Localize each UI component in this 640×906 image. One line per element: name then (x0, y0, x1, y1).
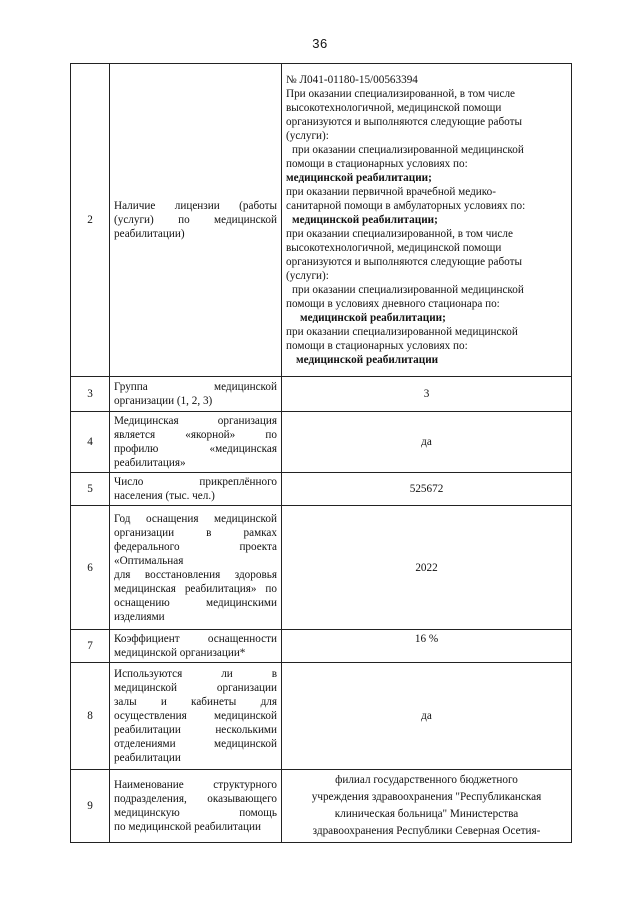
row-label-line: федерального проекта (114, 540, 277, 553)
row-label-line: (услуги) по медицинской (114, 214, 277, 226)
row-label-line: реабилитации несколькими (114, 724, 277, 736)
row-label-line: Группа медицинской (114, 381, 277, 393)
row-number: 7 (71, 630, 110, 663)
license-line: при оказании специализированной, в том числе (286, 228, 513, 240)
row-value: да (282, 412, 572, 473)
license-line: организуются и выполняются следующие работы (286, 116, 522, 128)
table-row (71, 412, 572, 473)
license-line: медицинской реабилитации; (300, 312, 446, 324)
row-value: 3 (282, 377, 572, 412)
license-line: медицинской реабилитации (296, 354, 439, 366)
row-label (110, 473, 282, 506)
row-label-line: Число прикреплённого (114, 476, 277, 488)
row-number: 3 (71, 377, 110, 412)
row-label (110, 412, 282, 473)
table-row (71, 473, 572, 506)
row-label-line: Год оснащения медицинской (114, 512, 277, 525)
row-label-line: залы и кабинеты для (114, 696, 277, 708)
table-row (71, 770, 572, 843)
license-details (282, 64, 572, 377)
row-number: 2 (71, 64, 110, 377)
license-line: высокотехнологичной, медицинской помощи (286, 102, 502, 114)
row-number: 8 (71, 663, 110, 770)
license-line: При оказании специализированной, в том числе (286, 88, 515, 100)
license-line: при оказании первичной врачебной медико- (286, 186, 496, 198)
row-label-line: реабилитации (114, 752, 181, 764)
row-label-line: медицинскую помощь (114, 807, 277, 819)
row-value (282, 770, 572, 843)
row-label-line: реабилитация» (114, 457, 186, 469)
row-label-line: осуществления медицинской (114, 710, 277, 722)
row-label-line: Коэффициент оснащенности (114, 633, 277, 645)
row-label-line: медицинской организации (114, 682, 277, 694)
license-line: медицинской реабилитации; (286, 172, 432, 184)
license-line: при оказании специализированной медицинской (286, 326, 518, 338)
row-label-line: Наименование структурного (114, 779, 277, 791)
license-line: при оказании специализированной медицинской (292, 144, 524, 156)
row-label-line: отделениями медицинской (114, 738, 277, 750)
row-label-line: Используются ли в (114, 668, 277, 680)
license-line: помощи в стационарных условиях по: (286, 158, 468, 170)
row-value-line: филиал государственного бюджетного (335, 774, 518, 786)
row-label (110, 377, 282, 412)
row-label-line: профилю «медицинская (114, 443, 277, 455)
license-line: (услуги): (286, 270, 329, 282)
table-row (71, 64, 572, 377)
row-label-line: подразделения, оказывающего (114, 793, 277, 805)
row-label-line: реабилитации) (114, 228, 185, 240)
row-value: 16 % (282, 630, 572, 663)
row-label-line: организации в рамках (114, 526, 277, 539)
row-label-line: медицинской организации* (114, 647, 246, 659)
row-label-line: Наличие лицензии (работы (114, 200, 277, 212)
medical-rehabilitation-table (70, 63, 572, 843)
row-label (110, 630, 282, 663)
row-number: 9 (71, 770, 110, 843)
row-label-line: населения (тыс. чел.) (114, 490, 215, 502)
table-row (71, 663, 572, 770)
row-value: 2022 (282, 506, 572, 630)
row-value-line: здравоохранения Республики Северная Осетия- (312, 825, 541, 837)
license-line: медицинской реабилитации; (292, 214, 438, 226)
page-number: 36 (312, 36, 328, 51)
row-label-line: по медицинской реабилитации (114, 821, 261, 833)
row-label-line: изделиями (114, 610, 165, 623)
license-line: высокотехнологичной, медицинской помощи (286, 242, 502, 254)
row-label-line: для восстановления здоровья (114, 568, 277, 581)
row-label (110, 506, 282, 630)
row-label-line: оснащению медицинскими (114, 596, 277, 609)
row-label (110, 770, 282, 843)
row-number: 6 (71, 506, 110, 630)
row-value: да (282, 663, 572, 770)
license-line: помощи в стационарных условиях по: (286, 340, 468, 352)
row-number: 5 (71, 473, 110, 506)
row-label-line: «Оптимальная (114, 554, 184, 567)
license-line: при оказании специализированной медицинской (292, 284, 524, 296)
row-value-line: учреждения здравоохранения "Республиканская (311, 791, 542, 803)
row-label-line: Медицинская организация (114, 415, 277, 427)
table-row (71, 630, 572, 663)
row-value: 525672 (282, 473, 572, 506)
row-label (110, 663, 282, 770)
license-line: помощи в условиях дневного стационара по: (286, 298, 500, 310)
table-row (71, 506, 572, 630)
row-label-line: медицинская реабилитация» по (114, 582, 277, 595)
row-number: 4 (71, 412, 110, 473)
license-line: № Л041-01180-15/00563394 (286, 74, 418, 86)
row-label (110, 64, 282, 377)
row-label-line: является «якорной» по (114, 429, 277, 441)
license-line: (услуги): (286, 130, 329, 142)
table-row (71, 377, 572, 412)
license-line: организуются и выполняются следующие работы (286, 256, 522, 268)
row-label-line: организации (1, 2, 3) (114, 395, 213, 407)
row-value-line: клиническая больница" Министерства (334, 808, 519, 820)
license-line: санитарной помощи в амбулаторных условиях по: (286, 200, 526, 212)
